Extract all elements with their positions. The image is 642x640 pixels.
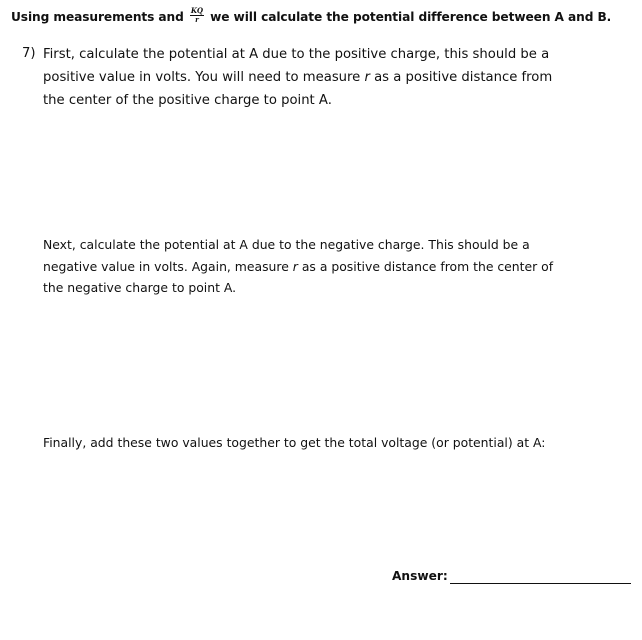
header-suffix: we will calculate the potential difference between A and B. (210, 10, 612, 24)
step1-line2-pre: positive value in volts. You will need to measure (43, 70, 365, 85)
formula-denominator: r (195, 15, 199, 24)
instructions-header (11, 6, 612, 26)
step2-line3: the negative charge to point A. (43, 280, 237, 295)
answer-blank-line[interactable] (450, 583, 631, 584)
kq-over-r-formula (190, 7, 204, 24)
step1-paragraph (43, 43, 552, 112)
step3-paragraph (43, 431, 545, 454)
step1-line1: First, calculate the potential at A due to the positive charge, this should be a (43, 47, 550, 62)
r-variable: r (364, 70, 370, 85)
step1-line3: the center of the positive charge to point A. (43, 93, 332, 108)
step1-line2 (43, 66, 552, 89)
question-number: 7) (22, 46, 36, 61)
step2-line1: Next, calculate the potential at A due to the negative charge. This should be a (43, 237, 530, 252)
r-variable: r (292, 258, 298, 274)
answer-label: Answer: (392, 569, 448, 583)
step2-line2-pre: negative value in volts. Again, measure (43, 258, 293, 274)
formula-numerator: KQ (190, 6, 203, 15)
step1-line2-post: as a positive distance from (369, 70, 553, 85)
header-prefix: Using measurements and (11, 10, 184, 24)
step2-paragraph (43, 234, 553, 299)
step2-line2 (43, 256, 553, 278)
step3-line1: Finally, add these two values together to get the total voltage (or potential) at A: (43, 435, 546, 450)
step2-line2-post: as a positive distance from the center of (297, 258, 554, 274)
